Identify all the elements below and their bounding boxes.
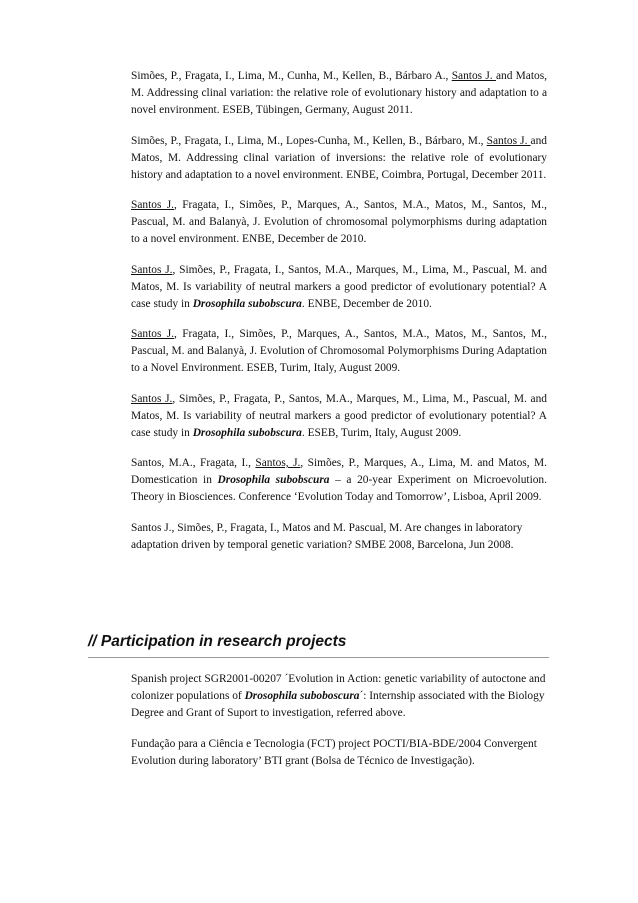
reference-text: , Simões, P., Fragata, P., Santos, M.A., Marques, M., Lima, M., Pascual, M. and Matos, M. Is variability of neutral markers a good predictor of evolutionary potential? A case study in xyxy=(131,392,547,439)
species-name: Drosophila subobscura xyxy=(192,297,302,310)
reference-text: . ESEB, Turim, Italy, August 2009. xyxy=(301,426,462,439)
underlined-author: Santos J. xyxy=(131,199,175,211)
species-name: Drosophila subobscura xyxy=(217,474,330,486)
underlined-author: Santos J. xyxy=(486,134,531,147)
underlined-author: Santos J. xyxy=(131,328,175,340)
project-item xyxy=(131,671,547,722)
underlined-author: Santos J. xyxy=(131,392,173,405)
reference-text: Santos, M.A., Fragata, I., xyxy=(131,457,256,469)
project-item xyxy=(131,736,547,770)
reference-text: Simões, P., Fragata, I., Lima, M., Cunha, M., Kellen, B., Bárbaro A., xyxy=(131,70,452,82)
reference-item xyxy=(131,262,547,313)
reference-text: and Matos, M. Addressing clinal variation: the relative role of evolutionary history and adaptation to a novel environment. ESEB, Tübingen, Germany, August 2011. xyxy=(131,70,547,116)
reference-item xyxy=(131,133,547,184)
project-text: ´: Internship associated with the Biology Degree and Grant of Suport to investigation, referred above. xyxy=(131,690,545,719)
species-name: Drosophila subobscura xyxy=(192,426,302,439)
underlined-author: Santos, J. xyxy=(255,457,301,469)
reference-list xyxy=(131,68,547,567)
species-name: Drosophila suboboscura xyxy=(244,690,360,702)
reference-item xyxy=(131,326,547,377)
reference-text: and Matos, M. Addressing clinal variation of inversions: the relative role of evolutionary history and adaptation to a novel environment. ENBE, Coimbra, Portugal, December 2011. xyxy=(131,134,547,181)
reference-text: . ENBE, December de 2010. xyxy=(301,297,432,310)
reference-item xyxy=(131,197,547,248)
project-text: Fundação para a Ciência e Tecnologia (FCT) project POCTI/BIA-BDE/2004 Convergent Evolution during laboratory’ BTI grant (Bolsa de Técnico de Investigação). xyxy=(131,737,537,767)
reference-text: Simões, P., Fragata, I., Lima, M., Lopes-Cunha, M., Kellen, B., Bárbaro, M., xyxy=(131,134,487,147)
project-text: Spanish project SGR2001-00207 ´Evolution in Action: genetic variability of autoctone and colonizer populations of xyxy=(131,673,546,702)
reference-item xyxy=(131,520,547,554)
reference-text: , Simões, P., Marques, A., Lima, M. and Matos, M. Domestication in xyxy=(131,457,547,486)
underlined-author: Santos J. xyxy=(451,70,496,82)
underlined-author: Santos J. xyxy=(131,263,173,276)
section-title: // Participation in research projects xyxy=(88,633,347,650)
reference-text: , Fragata, I., Simões, P., Marques, A., Santos, M.A., Matos, M., Santos, M., Pascual, M. and Balanyà, J. Evolution of chromosomal polymorphisms during adaptation to a novel environment. ENBE, December de 2010. xyxy=(131,199,547,245)
reference-item xyxy=(131,391,547,442)
section-heading xyxy=(88,632,548,652)
reference-text: , Fragata, I., Simões, P., Marques, A., Santos, M.A., Matos, M., Santos, M., Pascual, M. and Balanyà, J. Evolution of Chromosomal Polymorphisms During Adaptation to a Novel Environment. ESEB, Turim, Italy, August 2009. xyxy=(131,328,547,374)
reference-text: , Simões, P., Fragata, I., Santos, M.A., Marques, M., Lima, M., Pascual, M. and Matos, M. Is variability of neutral markers a good predictor of evolutionary potential? A case study in xyxy=(131,263,547,310)
reference-item xyxy=(131,68,547,119)
reference-item xyxy=(131,455,547,506)
project-list xyxy=(131,671,547,783)
reference-text: – a 20-year Experiment on Microevolution. Theory in Biosciences. Conference ‘Evolution Today and Tomorrow’, Lisboa, April 2009. xyxy=(131,474,547,503)
reference-text: Santos J., Simões, P., Fragata, I., Matos and M. Pascual, M. Are changes in laboratory adaptation driven by temporal genetic variation? SMBE 2008, Barcelona, Jun 2008. xyxy=(131,521,523,551)
section-divider xyxy=(88,657,549,658)
